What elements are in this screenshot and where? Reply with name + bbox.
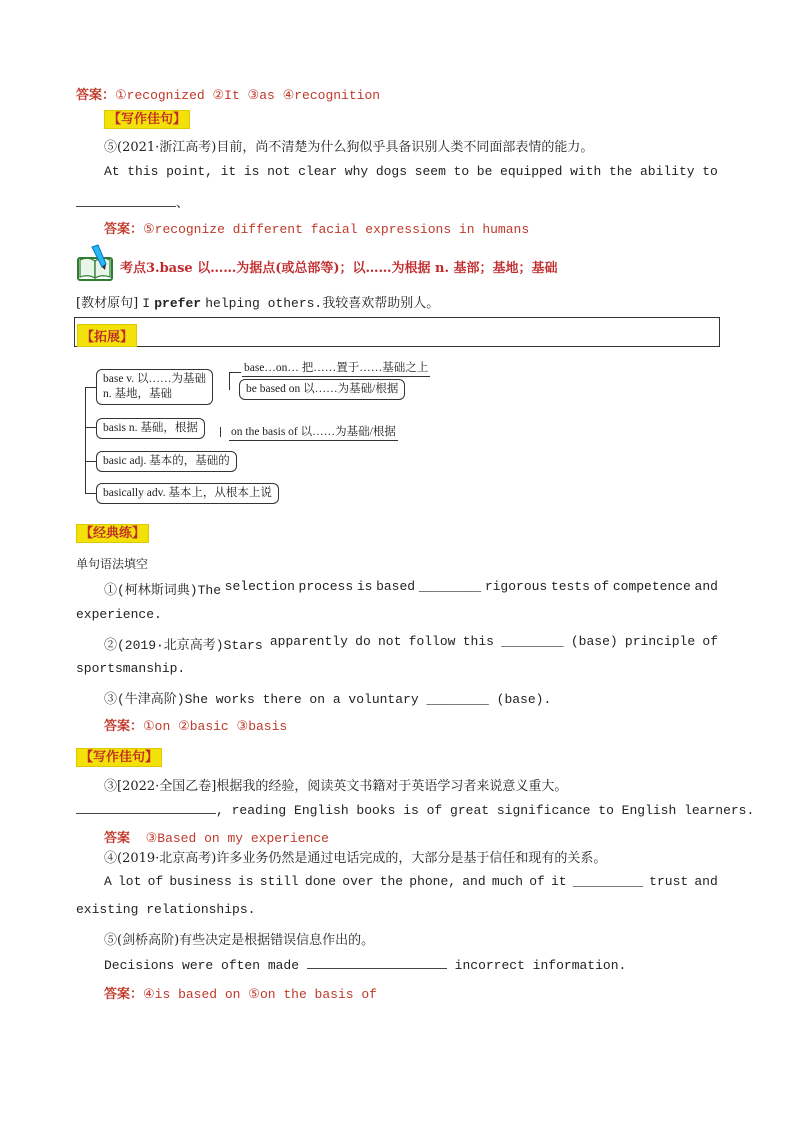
word: (base) [570,634,618,649]
practice-answer [104,715,287,734]
base-verb-label: base v. 以……为基础 [103,373,207,385]
word: over [342,874,374,889]
question-5-chinese: ⑤(2021·浙江高考)目前，尚不清楚为什么狗似乎具备识别人类不同面部表情的能力。 [104,140,594,155]
writing-question-3-english [76,801,754,818]
word: do [355,634,371,649]
mindmap-node-basically: basically adv. 基本上，从根本上说 [96,483,279,504]
word: At [104,164,120,179]
answer-text: ⑤recognize different facial expressions in humans [143,222,530,237]
answer-text: ④is based on ⑤on the basis of [143,987,377,1002]
practice-heading: 单句语法填空 [76,557,149,571]
word: A [104,874,112,889]
word: done [304,874,337,889]
word: ②(2019·北京高考)Stars [104,638,263,653]
word: this [462,634,494,649]
word: be [476,164,493,179]
word: is [237,874,254,889]
writing-answer-3 [104,827,329,846]
practice-tag [76,522,149,541]
word: is [243,164,260,179]
answer-line-2 [104,218,529,237]
writing-question-3-chinese: ③[2022·全国乙卷]根据我的经验，阅读英文书籍对于英语学习者来说意义重大。 [104,779,568,794]
word: it [551,874,567,889]
question-5-english [104,164,718,179]
writing-question-4-english [104,874,718,889]
original-text-after: helping others.我较喜欢帮助别人。 [205,296,440,311]
word: ①(柯林斯词典)The [104,583,222,598]
answer-text: ①on ②basic ③basis [143,719,288,734]
mindmap-branch [85,387,96,388]
word: of [529,874,545,889]
word: and [694,579,718,594]
practice-question-1 [104,579,718,598]
word: still [259,874,299,889]
word: rigorous [484,579,548,594]
word: selection [224,579,295,594]
answer-label: 答案： [104,987,144,1002]
mindmap-trunk [85,387,86,494]
answer-label: 答案： [104,719,144,734]
writing-question-5-before: Decisions were often made [104,958,300,973]
word: to [702,164,718,179]
word: trust [649,874,689,889]
mindmap-on-the-basis: on the basis of 以……为基础/根据 [229,423,398,441]
mindmap-node-basic: basic adj. 基本的，基础的 [96,451,237,472]
word: much [491,874,524,889]
extension-box [74,317,720,347]
word: based [376,579,416,594]
answer-text: ①recognized ②It ③as ④recognition [115,88,381,103]
word: apparently [269,634,348,649]
mindmap-branch [85,493,96,494]
word: follow [408,634,456,649]
word: this [127,164,159,179]
answer-label: 答案： [76,88,116,103]
writing-question-5-english [104,956,626,973]
word: lot [117,874,142,889]
base-noun-label: n. 基地，基础 [103,388,172,400]
practice-tag-label: 【经典练】 [76,524,149,543]
word: to [453,164,470,179]
writing-answer [104,983,377,1002]
word: it [220,164,237,179]
word: tests [550,579,590,594]
word: equipped [500,164,563,179]
blank-end-mark: 、 [176,196,190,211]
blank [76,801,216,814]
word: of [702,634,718,649]
mindmap-base-on: base…on… 把……置于……基础之上 [242,359,430,377]
word: with [570,164,602,179]
practice-question-2-cont: sportsmanship. [76,661,186,676]
writing-question-4-cont: existing relationships. [76,902,256,917]
word: the [379,874,404,889]
word: dogs [375,164,408,179]
book-pencil-icon [76,244,116,284]
practice-question-2 [104,634,718,653]
word: and [462,874,486,889]
writing-tag-label: 【写作佳句】 [104,110,190,129]
extension-tag: 【拓展】 [77,324,137,347]
original-sentence [76,292,439,311]
word: clear [298,164,338,179]
practice-question-3: ③(牛津高阶)She works there on a voluntary ________ (base). [104,692,552,707]
question-5-blank-line [76,192,189,211]
word: point, [166,164,213,179]
mindmap-branch [85,461,96,462]
word: and [694,874,718,889]
writing-question-5-chinese: ⑤(剑桥高阶)有些决定是根据错误信息作出的。 [104,933,375,948]
mindmap-connector [229,372,241,373]
mindmap-connector [220,427,221,437]
mindmap-be-based-on: be based on 以……为基础/根据 [239,379,405,400]
blank [307,956,447,969]
word: of [147,874,164,889]
writing-question-5-after: incorrect information. [454,958,627,973]
word: seem [414,164,446,179]
answer-text: ③Based on my experience [145,831,329,846]
word: phone, [409,874,457,889]
word: competence [612,579,691,594]
original-label: [教材原句] [76,296,139,311]
mindmap-connector [229,372,230,390]
original-text-before: I [142,296,151,311]
word: the [608,164,633,179]
word: ability [640,164,695,179]
practice-question-1-cont: experience. [76,607,162,622]
writing-question-4-chinese: ④(2019·北京高考)许多业务仍然是通过电话完成的，大部分是基于信任和现有的关系。 [104,851,607,866]
word: principle [624,634,696,649]
writing-tag-label: 【写作佳句】 [76,748,162,767]
word: business [169,874,232,889]
writing-tag-1 [104,108,190,127]
word: not [378,634,402,649]
word: process [298,579,354,594]
word: of [593,579,610,594]
original-text-bold: prefer [154,296,202,311]
word: is [356,579,373,594]
word: _________ [572,874,643,889]
answer-line-1 [76,84,380,103]
word: ________ [418,579,482,594]
kaodian-title: 考点3.base 以……为据点(或总部等)；以……为根据 n. 基部；基地；基础 [120,261,558,276]
mindmap-node-basis: basis n. 基础，根据 [96,418,205,439]
word: not [267,164,291,179]
word: why [344,164,369,179]
mindmap-branch [85,427,96,428]
answer-label: 答案 [104,831,131,846]
blank [76,194,176,207]
word: ________ [501,634,564,649]
writing-question-3-text: , reading English books is of great significance to English learners. [216,803,755,818]
mindmap-node-base [96,369,213,405]
writing-tag-2 [76,746,162,765]
answer-label: 答案： [104,222,144,237]
